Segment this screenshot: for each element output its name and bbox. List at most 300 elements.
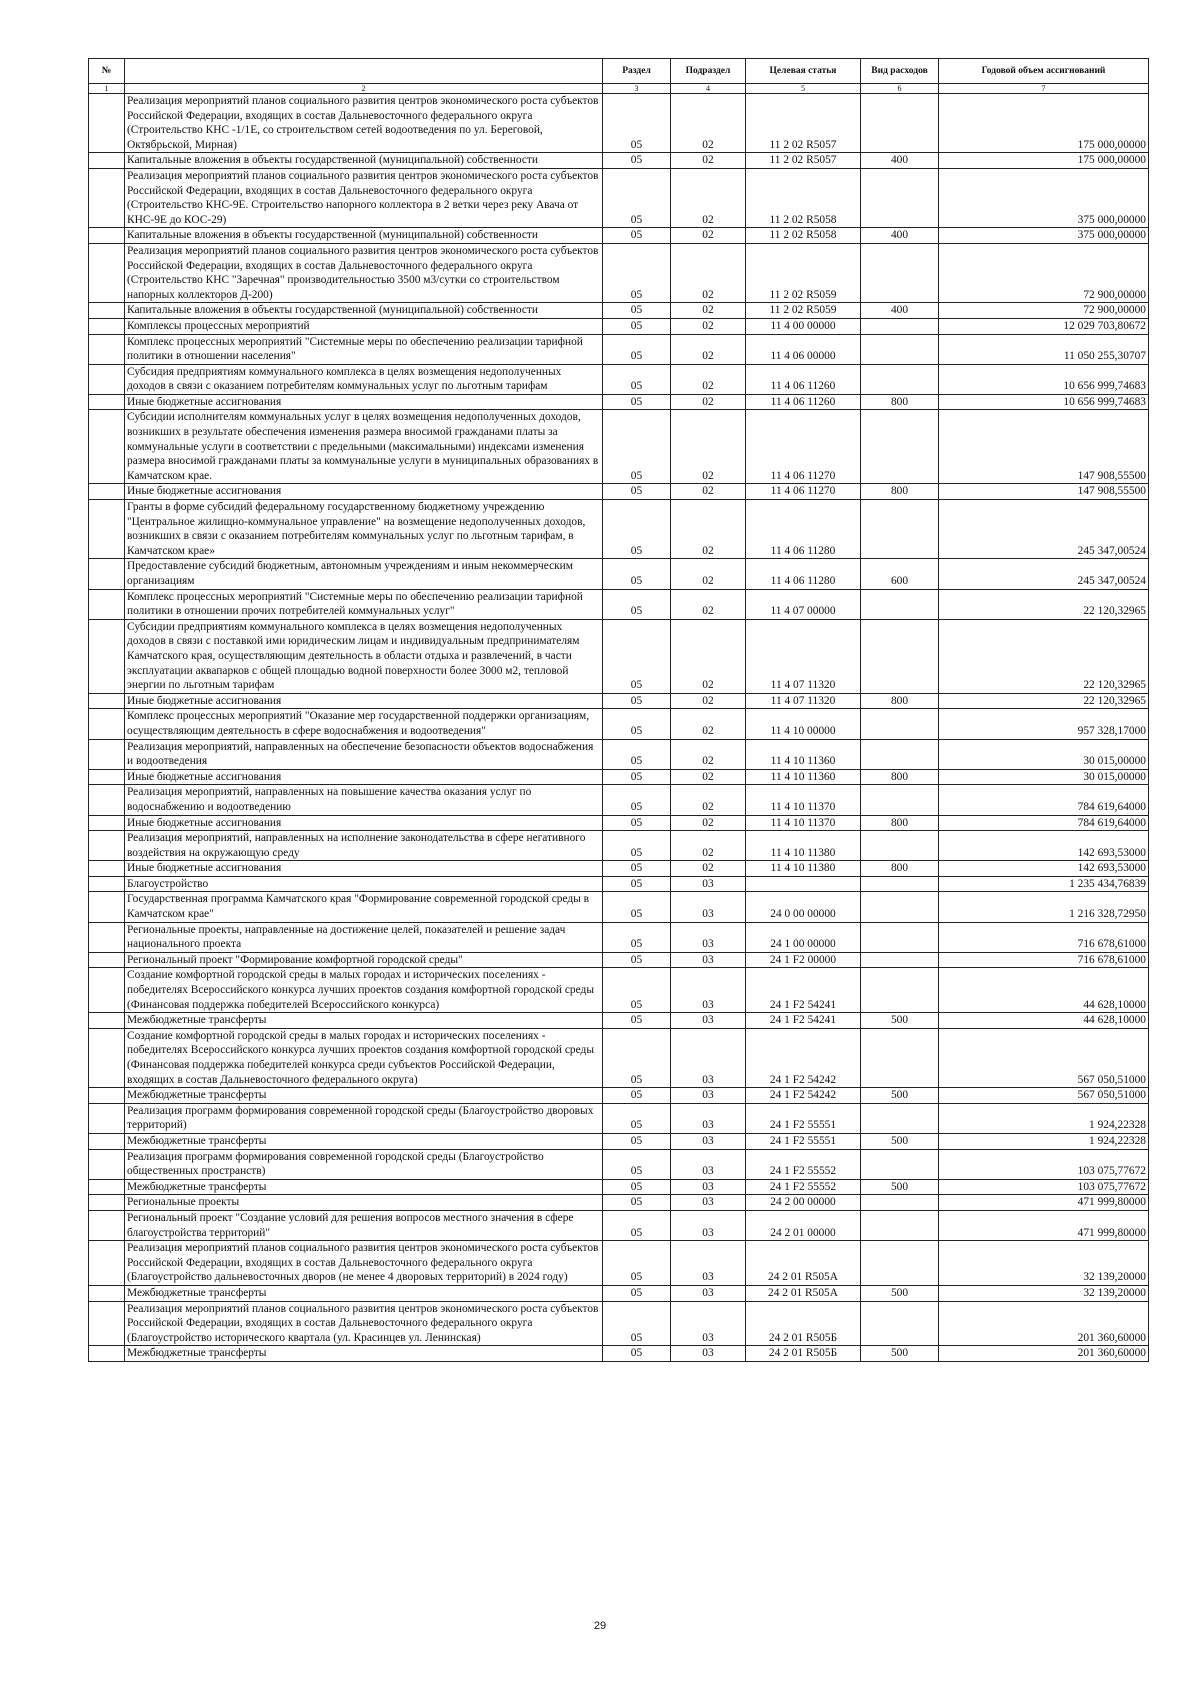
row-razdel-cell: 05 xyxy=(603,922,671,952)
row-number-cell xyxy=(89,785,125,815)
row-target-article-cell: 24 2 01 R505Б xyxy=(746,1346,861,1362)
row-number-cell xyxy=(89,94,125,153)
row-number-cell xyxy=(89,589,125,619)
row-number-cell xyxy=(89,876,125,892)
table-row xyxy=(89,815,1149,831)
row-razdel-cell: 05 xyxy=(603,619,671,693)
row-expense-type-cell: 500 xyxy=(861,1013,939,1029)
row-number-cell xyxy=(89,769,125,785)
table-row xyxy=(89,168,1149,227)
table-row xyxy=(89,1346,1149,1362)
row-amount-cell: 471 999,80000 xyxy=(939,1210,1149,1240)
row-number-cell xyxy=(89,303,125,319)
row-target-article-cell: 11 2 02 R5058 xyxy=(746,228,861,244)
column-index: 2 xyxy=(125,84,603,94)
row-amount-cell: 44 628,10000 xyxy=(939,1013,1149,1029)
row-amount-cell: 147 908,55500 xyxy=(939,484,1149,500)
row-razdel-cell: 05 xyxy=(603,1285,671,1301)
column-index: 5 xyxy=(746,84,861,94)
row-name-cell: Реализация мероприятий планов социального развития центров экономического роста субъектов Российской Федерации, входящих в состав Дальневосточного федерального округа (Благоустройство дальневосточных дворов (не менее 4 дворовых территорий) в 2024 году) xyxy=(125,1241,603,1286)
row-target-article-cell: 11 4 10 11380 xyxy=(746,831,861,861)
row-amount-cell: 10 656 999,74683 xyxy=(939,364,1149,394)
table-row xyxy=(89,500,1149,559)
row-expense-type-cell: 800 xyxy=(861,815,939,831)
row-name-cell: Реализация программ формирования современной городской среды (Благоустройство дворовых территорий) xyxy=(125,1103,603,1133)
row-podrazdel-cell: 03 xyxy=(671,1103,746,1133)
header-target-article: Целевая статья xyxy=(746,59,861,84)
table-row xyxy=(89,619,1149,693)
row-target-article-cell: 24 1 00 00000 xyxy=(746,922,861,952)
row-name-cell: Иные бюджетные ассигнования xyxy=(125,394,603,410)
table-row xyxy=(89,1028,1149,1087)
row-name-cell: Реализация мероприятий планов социального развития центров экономического роста субъектов Российской Федерации, входящих в состав Дальневосточного федерального округа (Строительство КНС -1/1Е, со строительством сетей водоотведения по ул. Береговой, Октябрьской, Мирная) xyxy=(125,94,603,153)
row-name-cell: Предоставление субсидий бюджетным, автономным учреждениям и иным некоммерческим организациям xyxy=(125,559,603,589)
row-number-cell xyxy=(89,559,125,589)
row-target-article-cell: 11 2 02 R5057 xyxy=(746,153,861,169)
table-row xyxy=(89,1241,1149,1286)
row-expense-type-cell xyxy=(861,243,939,302)
row-target-article-cell: 11 4 06 00000 xyxy=(746,334,861,364)
row-razdel-cell: 05 xyxy=(603,1346,671,1362)
header-annual-amount: Годовой объем ассигнований xyxy=(939,59,1149,84)
row-expense-type-cell xyxy=(861,831,939,861)
row-razdel-cell: 05 xyxy=(603,410,671,484)
row-target-article-cell: 24 1 F2 55551 xyxy=(746,1103,861,1133)
row-number-cell xyxy=(89,168,125,227)
row-amount-cell: 72 900,00000 xyxy=(939,243,1149,302)
row-razdel-cell: 05 xyxy=(603,500,671,559)
row-amount-cell: 716 678,61000 xyxy=(939,952,1149,968)
row-expense-type-cell: 800 xyxy=(861,861,939,877)
row-target-article-cell: 24 1 F2 55552 xyxy=(746,1179,861,1195)
row-amount-cell: 32 139,20000 xyxy=(939,1241,1149,1286)
row-name-cell: Иные бюджетные ассигнования xyxy=(125,769,603,785)
row-name-cell: Государственная программа Камчатского края "Формирование современной городской среды в Камчатском крае" xyxy=(125,892,603,922)
row-razdel-cell: 05 xyxy=(603,892,671,922)
row-target-article-cell: 24 1 F2 00000 xyxy=(746,952,861,968)
row-amount-cell: 957 328,17000 xyxy=(939,709,1149,739)
row-number-cell xyxy=(89,693,125,709)
row-number-cell xyxy=(89,1088,125,1104)
table-row xyxy=(89,922,1149,952)
table-body xyxy=(89,94,1149,1362)
row-number-cell xyxy=(89,952,125,968)
row-number-cell xyxy=(89,739,125,769)
row-podrazdel-cell: 03 xyxy=(671,1241,746,1286)
row-amount-cell: 22 120,32965 xyxy=(939,693,1149,709)
row-razdel-cell: 05 xyxy=(603,303,671,319)
row-razdel-cell: 05 xyxy=(603,861,671,877)
row-podrazdel-cell: 03 xyxy=(671,1028,746,1087)
row-podrazdel-cell: 02 xyxy=(671,559,746,589)
header-podrazdel: Подраздел xyxy=(671,59,746,84)
row-amount-cell: 784 619,64000 xyxy=(939,785,1149,815)
row-razdel-cell: 05 xyxy=(603,243,671,302)
row-expense-type-cell: 500 xyxy=(861,1179,939,1195)
header-expense-type: Вид расходов xyxy=(861,59,939,84)
row-number-cell xyxy=(89,1028,125,1087)
row-target-article-cell: 24 1 F2 54241 xyxy=(746,1013,861,1029)
row-amount-cell: 784 619,64000 xyxy=(939,815,1149,831)
row-number-cell xyxy=(89,968,125,1013)
row-podrazdel-cell: 02 xyxy=(671,303,746,319)
row-amount-cell: 175 000,00000 xyxy=(939,94,1149,153)
table-row xyxy=(89,739,1149,769)
row-number-cell xyxy=(89,831,125,861)
row-razdel-cell: 05 xyxy=(603,968,671,1013)
row-expense-type-cell xyxy=(861,876,939,892)
row-razdel-cell: 05 xyxy=(603,1149,671,1179)
row-razdel-cell: 05 xyxy=(603,831,671,861)
row-target-article-cell: 11 4 06 11260 xyxy=(746,394,861,410)
row-target-article-cell: 11 4 06 11280 xyxy=(746,500,861,559)
row-target-article-cell: 11 4 06 11260 xyxy=(746,364,861,394)
row-name-cell: Гранты в форме субсидий федеральному государственному бюджетному учреждению "Центральное жилищно-коммунальное управление" на возмещение недополученных доходов, возникших в связи с оказанием потребителям коммунальных услуг по льготным тарифам, в Камчатском крае» xyxy=(125,500,603,559)
row-amount-cell: 142 693,53000 xyxy=(939,861,1149,877)
row-name-cell: Создание комфортной городской среды в малых городах и исторических поселениях - победителях Всероссийского конкурса лучших проектов создания комфортной городской среды (Финансовая поддержка победителей Всероссийского конкурса) xyxy=(125,968,603,1013)
row-podrazdel-cell: 02 xyxy=(671,693,746,709)
row-razdel-cell: 05 xyxy=(603,1210,671,1240)
row-number-cell xyxy=(89,861,125,877)
row-razdel-cell: 05 xyxy=(603,785,671,815)
row-razdel-cell: 05 xyxy=(603,1088,671,1104)
row-name-cell: Иные бюджетные ассигнования xyxy=(125,815,603,831)
header-razdel: Раздел xyxy=(603,59,671,84)
row-amount-cell: 1 924,22328 xyxy=(939,1103,1149,1133)
row-expense-type-cell: 800 xyxy=(861,693,939,709)
table-header-row xyxy=(89,59,1149,84)
row-podrazdel-cell: 02 xyxy=(671,785,746,815)
row-podrazdel-cell: 02 xyxy=(671,153,746,169)
row-name-cell: Комплексы процессных мероприятий xyxy=(125,318,603,334)
row-number-cell xyxy=(89,1285,125,1301)
table-row xyxy=(89,892,1149,922)
row-number-cell xyxy=(89,619,125,693)
row-amount-cell: 10 656 999,74683 xyxy=(939,394,1149,410)
row-expense-type-cell xyxy=(861,968,939,1013)
row-razdel-cell: 05 xyxy=(603,739,671,769)
row-target-article-cell: 11 4 10 00000 xyxy=(746,709,861,739)
row-amount-cell: 245 347,00524 xyxy=(939,559,1149,589)
row-expense-type-cell: 400 xyxy=(861,228,939,244)
row-expense-type-cell xyxy=(861,364,939,394)
row-podrazdel-cell: 02 xyxy=(671,243,746,302)
row-amount-cell: 30 015,00000 xyxy=(939,769,1149,785)
row-podrazdel-cell: 03 xyxy=(671,1149,746,1179)
row-number-cell xyxy=(89,1346,125,1362)
row-target-article-cell: 11 4 06 11280 xyxy=(746,559,861,589)
table-row xyxy=(89,861,1149,877)
row-target-article-cell: 11 2 02 R5057 xyxy=(746,94,861,153)
row-podrazdel-cell: 03 xyxy=(671,1210,746,1240)
row-razdel-cell: 05 xyxy=(603,1179,671,1195)
row-name-cell: Реализация мероприятий, направленных на повышение качества оказания услуг по водоснабжению и водоотведению xyxy=(125,785,603,815)
table-row xyxy=(89,1210,1149,1240)
row-expense-type-cell xyxy=(861,892,939,922)
row-expense-type-cell xyxy=(861,334,939,364)
row-podrazdel-cell: 02 xyxy=(671,831,746,861)
row-name-cell: Региональный проект "Создание условий для решения вопросов местного значения в сфере благоустройства территорий" xyxy=(125,1210,603,1240)
row-razdel-cell: 05 xyxy=(603,1195,671,1211)
row-razdel-cell: 05 xyxy=(603,484,671,500)
row-target-article-cell: 24 1 F2 54242 xyxy=(746,1088,861,1104)
row-expense-type-cell xyxy=(861,410,939,484)
column-index-row xyxy=(89,84,1149,94)
row-expense-type-cell xyxy=(861,1149,939,1179)
row-name-cell: Благоустройство xyxy=(125,876,603,892)
row-name-cell: Межбюджетные трансферты xyxy=(125,1013,603,1029)
row-number-cell xyxy=(89,364,125,394)
row-name-cell: Создание комфортной городской среды в малых городах и исторических поселениях - победителях Всероссийского конкурса лучших проектов создания комфортной городской среды (Финансовая поддержка победителей конкурса среди субъектов Российской Федерации, входящих в состав Дальневосточного федерального округа) xyxy=(125,1028,603,1087)
row-amount-cell: 1 235 434,76839 xyxy=(939,876,1149,892)
row-target-article-cell: 24 2 01 R505А xyxy=(746,1241,861,1286)
row-amount-cell: 567 050,51000 xyxy=(939,1088,1149,1104)
row-podrazdel-cell: 03 xyxy=(671,1301,746,1346)
row-podrazdel-cell: 03 xyxy=(671,968,746,1013)
row-name-cell: Реализация мероприятий, направленных на обеспечение безопасности объектов водоснабжения и водоотведения xyxy=(125,739,603,769)
row-amount-cell: 44 628,10000 xyxy=(939,968,1149,1013)
row-podrazdel-cell: 02 xyxy=(671,861,746,877)
row-podrazdel-cell: 03 xyxy=(671,892,746,922)
row-name-cell: Межбюджетные трансферты xyxy=(125,1285,603,1301)
row-podrazdel-cell: 02 xyxy=(671,168,746,227)
table-row xyxy=(89,1103,1149,1133)
table-row xyxy=(89,394,1149,410)
column-index: 4 xyxy=(671,84,746,94)
row-amount-cell: 22 120,32965 xyxy=(939,589,1149,619)
row-podrazdel-cell: 03 xyxy=(671,1195,746,1211)
table-row xyxy=(89,364,1149,394)
row-amount-cell: 567 050,51000 xyxy=(939,1028,1149,1087)
row-name-cell: Капитальные вложения в объекты государственной (муниципальной) собственности xyxy=(125,153,603,169)
row-number-cell xyxy=(89,1210,125,1240)
row-target-article-cell: 11 4 10 11360 xyxy=(746,769,861,785)
row-target-article-cell: 24 2 00 00000 xyxy=(746,1195,861,1211)
row-expense-type-cell xyxy=(861,168,939,227)
row-expense-type-cell xyxy=(861,1210,939,1240)
row-target-article-cell: 11 4 07 00000 xyxy=(746,589,861,619)
row-amount-cell: 716 678,61000 xyxy=(939,922,1149,952)
row-name-cell: Комплекс процессных мероприятий "Системные меры по обеспечению реализации тарифной политики в отношении прочих потребителей коммунальных услуг" xyxy=(125,589,603,619)
row-razdel-cell: 05 xyxy=(603,153,671,169)
row-number-cell xyxy=(89,153,125,169)
row-expense-type-cell: 500 xyxy=(861,1088,939,1104)
row-target-article-cell xyxy=(746,876,861,892)
column-index: 3 xyxy=(603,84,671,94)
table-row xyxy=(89,318,1149,334)
table-row xyxy=(89,952,1149,968)
row-razdel-cell: 05 xyxy=(603,1028,671,1087)
row-podrazdel-cell: 02 xyxy=(671,410,746,484)
row-amount-cell: 1 216 328,72950 xyxy=(939,892,1149,922)
table-row xyxy=(89,1301,1149,1346)
row-amount-cell: 375 000,00000 xyxy=(939,168,1149,227)
row-number-cell xyxy=(89,1179,125,1195)
row-expense-type-cell xyxy=(861,785,939,815)
table-row xyxy=(89,589,1149,619)
row-name-cell: Реализация мероприятий, направленных на исполнение законодательства в сфере негативного воздействия на окружающую среду xyxy=(125,831,603,861)
row-name-cell: Межбюджетные трансферты xyxy=(125,1133,603,1149)
row-podrazdel-cell: 03 xyxy=(671,1285,746,1301)
row-amount-cell: 142 693,53000 xyxy=(939,831,1149,861)
row-razdel-cell: 05 xyxy=(603,589,671,619)
row-expense-type-cell xyxy=(861,922,939,952)
row-name-cell: Субсидии исполнителям коммунальных услуг в целях возмещения недополученных доходов, возникших в результате обеспечения изменения размера вносимой гражданами платы за коммунальные услуги в соответствии с предельными (максимальными) индексами изменения размера вносимой гражданами платы за коммунальные услуги в муниципальных образованиях в Камчатском крае. xyxy=(125,410,603,484)
table-row xyxy=(89,334,1149,364)
table-row xyxy=(89,484,1149,500)
table-row xyxy=(89,693,1149,709)
row-target-article-cell: 24 2 01 00000 xyxy=(746,1210,861,1240)
row-number-cell xyxy=(89,1103,125,1133)
row-amount-cell: 201 360,60000 xyxy=(939,1301,1149,1346)
table-row xyxy=(89,243,1149,302)
row-target-article-cell: 11 4 07 11320 xyxy=(746,619,861,693)
row-podrazdel-cell: 02 xyxy=(671,364,746,394)
row-expense-type-cell xyxy=(861,500,939,559)
row-expense-type-cell: 400 xyxy=(861,303,939,319)
header-name xyxy=(125,59,603,84)
row-podrazdel-cell: 02 xyxy=(671,589,746,619)
row-amount-cell: 147 908,55500 xyxy=(939,410,1149,484)
row-amount-cell: 103 075,77672 xyxy=(939,1149,1149,1179)
row-expense-type-cell: 500 xyxy=(861,1133,939,1149)
row-expense-type-cell xyxy=(861,94,939,153)
row-razdel-cell: 05 xyxy=(603,815,671,831)
row-razdel-cell: 05 xyxy=(603,559,671,589)
row-number-cell xyxy=(89,334,125,364)
table-row xyxy=(89,228,1149,244)
column-index: 1 xyxy=(89,84,125,94)
row-podrazdel-cell: 03 xyxy=(671,1088,746,1104)
row-number-cell xyxy=(89,709,125,739)
header-num: № xyxy=(89,59,125,84)
table-row xyxy=(89,1088,1149,1104)
row-razdel-cell: 05 xyxy=(603,334,671,364)
row-name-cell: Комплекс процессных мероприятий "Оказание мер государственной поддержки организациям, осуществляющим деятельность в сфере водоснабжения и водоотведения" xyxy=(125,709,603,739)
row-name-cell: Капитальные вложения в объекты государственной (муниципальной) собственности xyxy=(125,228,603,244)
row-expense-type-cell xyxy=(861,619,939,693)
row-expense-type-cell xyxy=(861,1241,939,1286)
table-row xyxy=(89,831,1149,861)
row-podrazdel-cell: 03 xyxy=(671,1133,746,1149)
row-target-article-cell: 11 4 10 11370 xyxy=(746,785,861,815)
row-name-cell: Региональные проекты, направленные на достижение целей, показателей и решение задач национального проекта xyxy=(125,922,603,952)
row-podrazdel-cell: 03 xyxy=(671,1013,746,1029)
table-row xyxy=(89,153,1149,169)
row-razdel-cell: 05 xyxy=(603,94,671,153)
row-podrazdel-cell: 02 xyxy=(671,500,746,559)
row-amount-cell: 375 000,00000 xyxy=(939,228,1149,244)
row-razdel-cell: 05 xyxy=(603,1301,671,1346)
row-podrazdel-cell: 03 xyxy=(671,922,746,952)
row-expense-type-cell xyxy=(861,709,939,739)
column-index: 7 xyxy=(939,84,1149,94)
row-podrazdel-cell: 02 xyxy=(671,769,746,785)
row-target-article-cell: 11 2 02 R5059 xyxy=(746,303,861,319)
row-name-cell: Реализация мероприятий планов социального развития центров экономического роста субъектов Российской Федерации, входящих в состав Дальневосточного федерального округа (Благоустройство исторического квартала (ул. Красинцев ул. Ленинская) xyxy=(125,1301,603,1346)
row-number-cell xyxy=(89,1195,125,1211)
row-number-cell xyxy=(89,394,125,410)
row-expense-type-cell: 800 xyxy=(861,769,939,785)
row-razdel-cell: 05 xyxy=(603,168,671,227)
row-razdel-cell: 05 xyxy=(603,1103,671,1133)
column-index: 6 xyxy=(861,84,939,94)
row-expense-type-cell xyxy=(861,1028,939,1087)
row-target-article-cell: 11 4 10 11360 xyxy=(746,739,861,769)
row-razdel-cell: 05 xyxy=(603,1013,671,1029)
page-number: 29 xyxy=(593,1620,607,1632)
row-podrazdel-cell: 03 xyxy=(671,952,746,968)
row-number-cell xyxy=(89,243,125,302)
row-amount-cell: 1 924,22328 xyxy=(939,1133,1149,1149)
row-expense-type-cell: 400 xyxy=(861,153,939,169)
table-row xyxy=(89,94,1149,153)
table-row xyxy=(89,769,1149,785)
row-expense-type-cell: 800 xyxy=(861,484,939,500)
row-podrazdel-cell: 02 xyxy=(671,228,746,244)
budget-page xyxy=(88,58,1148,1362)
row-podrazdel-cell: 03 xyxy=(671,1346,746,1362)
row-target-article-cell: 11 2 02 R5059 xyxy=(746,243,861,302)
table-row xyxy=(89,1285,1149,1301)
row-number-cell xyxy=(89,318,125,334)
row-razdel-cell: 05 xyxy=(603,693,671,709)
row-name-cell: Субсидии предприятиям коммунального комплекса в целях возмещения недополученных доходов в связи с поставкой ими юридическим лицам и индивидуальным предпринимателям Камчатского края, осуществляющим деятельность в области отдыха и развлечений, в части эксплуатации аквапарков с общей площадью водной поверхности более 3000 м2, тепловой энергии по льготным тарифам xyxy=(125,619,603,693)
row-podrazdel-cell: 02 xyxy=(671,739,746,769)
row-number-cell xyxy=(89,1241,125,1286)
row-podrazdel-cell: 02 xyxy=(671,815,746,831)
row-amount-cell: 103 075,77672 xyxy=(939,1179,1149,1195)
row-expense-type-cell xyxy=(861,589,939,619)
row-amount-cell: 245 347,00524 xyxy=(939,500,1149,559)
row-target-article-cell: 11 4 07 11320 xyxy=(746,693,861,709)
row-expense-type-cell xyxy=(861,952,939,968)
row-podrazdel-cell: 02 xyxy=(671,619,746,693)
table-row xyxy=(89,709,1149,739)
row-number-cell xyxy=(89,815,125,831)
row-expense-type-cell: 800 xyxy=(861,394,939,410)
row-number-cell xyxy=(89,500,125,559)
row-amount-cell: 175 000,00000 xyxy=(939,153,1149,169)
row-expense-type-cell: 500 xyxy=(861,1285,939,1301)
row-razdel-cell: 05 xyxy=(603,952,671,968)
row-name-cell: Региональный проект "Формирование комфортной городской среды" xyxy=(125,952,603,968)
row-podrazdel-cell: 03 xyxy=(671,1179,746,1195)
table-row xyxy=(89,1149,1149,1179)
row-name-cell: Реализация мероприятий планов социального развития центров экономического роста субъектов Российской Федерации, входящих в состав Дальневосточного федерального округа (Строительство КНС "Заречная" производительностью 3500 м3/сутки со строительством напорных коллекторов Д-200) xyxy=(125,243,603,302)
row-target-article-cell: 24 0 00 00000 xyxy=(746,892,861,922)
row-name-cell: Межбюджетные трансферты xyxy=(125,1179,603,1195)
row-number-cell xyxy=(89,1301,125,1346)
row-razdel-cell: 05 xyxy=(603,709,671,739)
row-podrazdel-cell: 02 xyxy=(671,709,746,739)
row-amount-cell: 12 029 703,80672 xyxy=(939,318,1149,334)
row-name-cell: Реализация программ формирования современной городской среды (Благоустройство общественных пространств) xyxy=(125,1149,603,1179)
row-name-cell: Межбюджетные трансферты xyxy=(125,1088,603,1104)
row-expense-type-cell xyxy=(861,1195,939,1211)
table-row xyxy=(89,1179,1149,1195)
row-number-cell xyxy=(89,922,125,952)
row-podrazdel-cell: 02 xyxy=(671,484,746,500)
row-number-cell xyxy=(89,892,125,922)
row-name-cell: Комплекс процессных мероприятий "Системные меры по обеспечению реализации тарифной политики в отношении населения" xyxy=(125,334,603,364)
row-target-article-cell: 24 2 01 R505А xyxy=(746,1285,861,1301)
row-name-cell: Иные бюджетные ассигнования xyxy=(125,484,603,500)
row-razdel-cell: 05 xyxy=(603,364,671,394)
row-number-cell xyxy=(89,1149,125,1179)
row-name-cell: Региональные проекты xyxy=(125,1195,603,1211)
row-target-article-cell: 24 1 F2 54241 xyxy=(746,968,861,1013)
